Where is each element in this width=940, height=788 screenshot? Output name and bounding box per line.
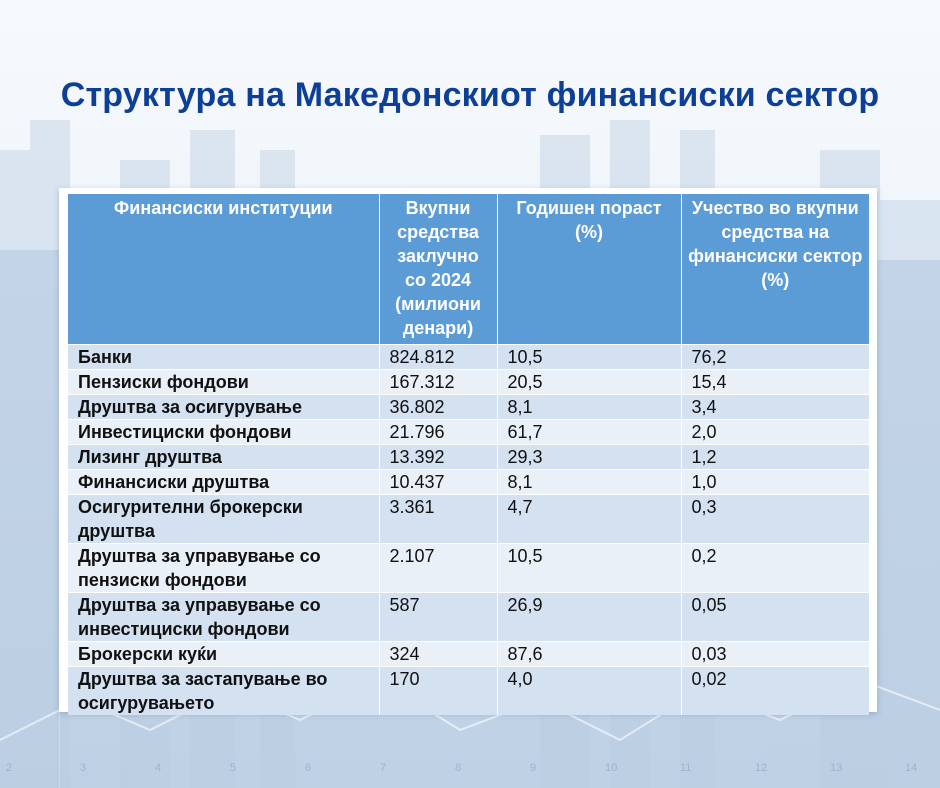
table-row	[68, 667, 869, 716]
row-share: 3,4	[681, 395, 869, 420]
row-share: 0,03	[681, 642, 869, 667]
table-row	[68, 544, 869, 593]
header-institutions: Финансиски институции	[68, 194, 379, 345]
table-row	[68, 370, 869, 395]
row-share: 1,2	[681, 445, 869, 470]
background-axis-label: 7	[380, 762, 387, 774]
row-name: Друштва за застапување во осигурувањето	[68, 667, 379, 716]
financial-sector-table	[68, 194, 869, 715]
row-assets: 824.812	[379, 345, 497, 370]
table-row	[68, 495, 869, 544]
header-annual-growth: Годишен пораст (%)	[497, 194, 681, 345]
background-axis-label: 6	[305, 762, 312, 774]
row-growth: 4,7	[497, 495, 681, 544]
row-share: 0,05	[681, 593, 869, 642]
row-assets: 21.796	[379, 420, 497, 445]
background-axis-label: 11	[680, 762, 692, 774]
background-axis-label: 5	[230, 762, 237, 774]
background-axis-label: 14	[905, 762, 918, 774]
row-growth: 8,1	[497, 395, 681, 420]
row-growth: 29,3	[497, 445, 681, 470]
row-growth: 26,9	[497, 593, 681, 642]
row-name: Пензиски фондови	[68, 370, 379, 395]
background-axis-label: 3	[80, 762, 87, 774]
row-assets: 167.312	[379, 370, 497, 395]
background-axis-label: 2	[6, 762, 13, 774]
background-axis-label: 10	[605, 762, 618, 774]
table-frame	[59, 188, 877, 712]
row-name: Брокерски куќи	[68, 642, 379, 667]
header-share: Учество во вкупни средства на финансиски сектор (%)	[681, 194, 869, 345]
background-axis-label: 4	[155, 762, 162, 774]
row-name: Финансиски друштва	[68, 470, 379, 495]
table-row	[68, 642, 869, 667]
table-row	[68, 395, 869, 420]
row-assets: 13.392	[379, 445, 497, 470]
row-name: Друштва за управување со инвестициски фондови	[68, 593, 379, 642]
row-growth: 87,6	[497, 642, 681, 667]
table-header-row	[68, 194, 869, 345]
row-assets: 36.802	[379, 395, 497, 420]
row-growth: 4,0	[497, 667, 681, 716]
row-growth: 10,5	[497, 544, 681, 593]
row-name: Лизинг друштва	[68, 445, 379, 470]
table-row	[68, 445, 869, 470]
row-assets: 324	[379, 642, 497, 667]
page-title: Структура на Македонскиот финансиски сектор	[60, 76, 880, 114]
row-share: 2,0	[681, 420, 869, 445]
row-share: 1,0	[681, 470, 869, 495]
row-share: 0,2	[681, 544, 869, 593]
row-assets: 10.437	[379, 470, 497, 495]
background-axis-label: 12	[755, 762, 768, 774]
table-row	[68, 470, 869, 495]
row-assets: 587	[379, 593, 497, 642]
row-name: Друштва за осигурување	[68, 395, 379, 420]
table-row	[68, 593, 869, 642]
row-assets: 170	[379, 667, 497, 716]
row-growth: 20,5	[497, 370, 681, 395]
row-name: Друштва за управување со пензиски фондови	[68, 544, 379, 593]
row-share: 15,4	[681, 370, 869, 395]
row-growth: 10,5	[497, 345, 681, 370]
row-name: Инвестициски фондови	[68, 420, 379, 445]
row-growth: 8,1	[497, 470, 681, 495]
background-axis-label: 8	[455, 762, 462, 774]
row-share: 76,2	[681, 345, 869, 370]
background-axis-label: 9	[530, 762, 537, 774]
row-share: 0,3	[681, 495, 869, 544]
table-row	[68, 420, 869, 445]
table-row	[68, 345, 869, 370]
row-assets: 3.361	[379, 495, 497, 544]
row-share: 0,02	[681, 667, 869, 716]
background-axis-label: 13	[830, 762, 843, 774]
row-name: Осигурителни брокерски друштва	[68, 495, 379, 544]
row-name: Банки	[68, 345, 379, 370]
row-assets: 2.107	[379, 544, 497, 593]
header-total-assets: Вкупни средства заклучно со 2024 (милиони денари)	[379, 194, 497, 345]
row-growth: 61,7	[497, 420, 681, 445]
